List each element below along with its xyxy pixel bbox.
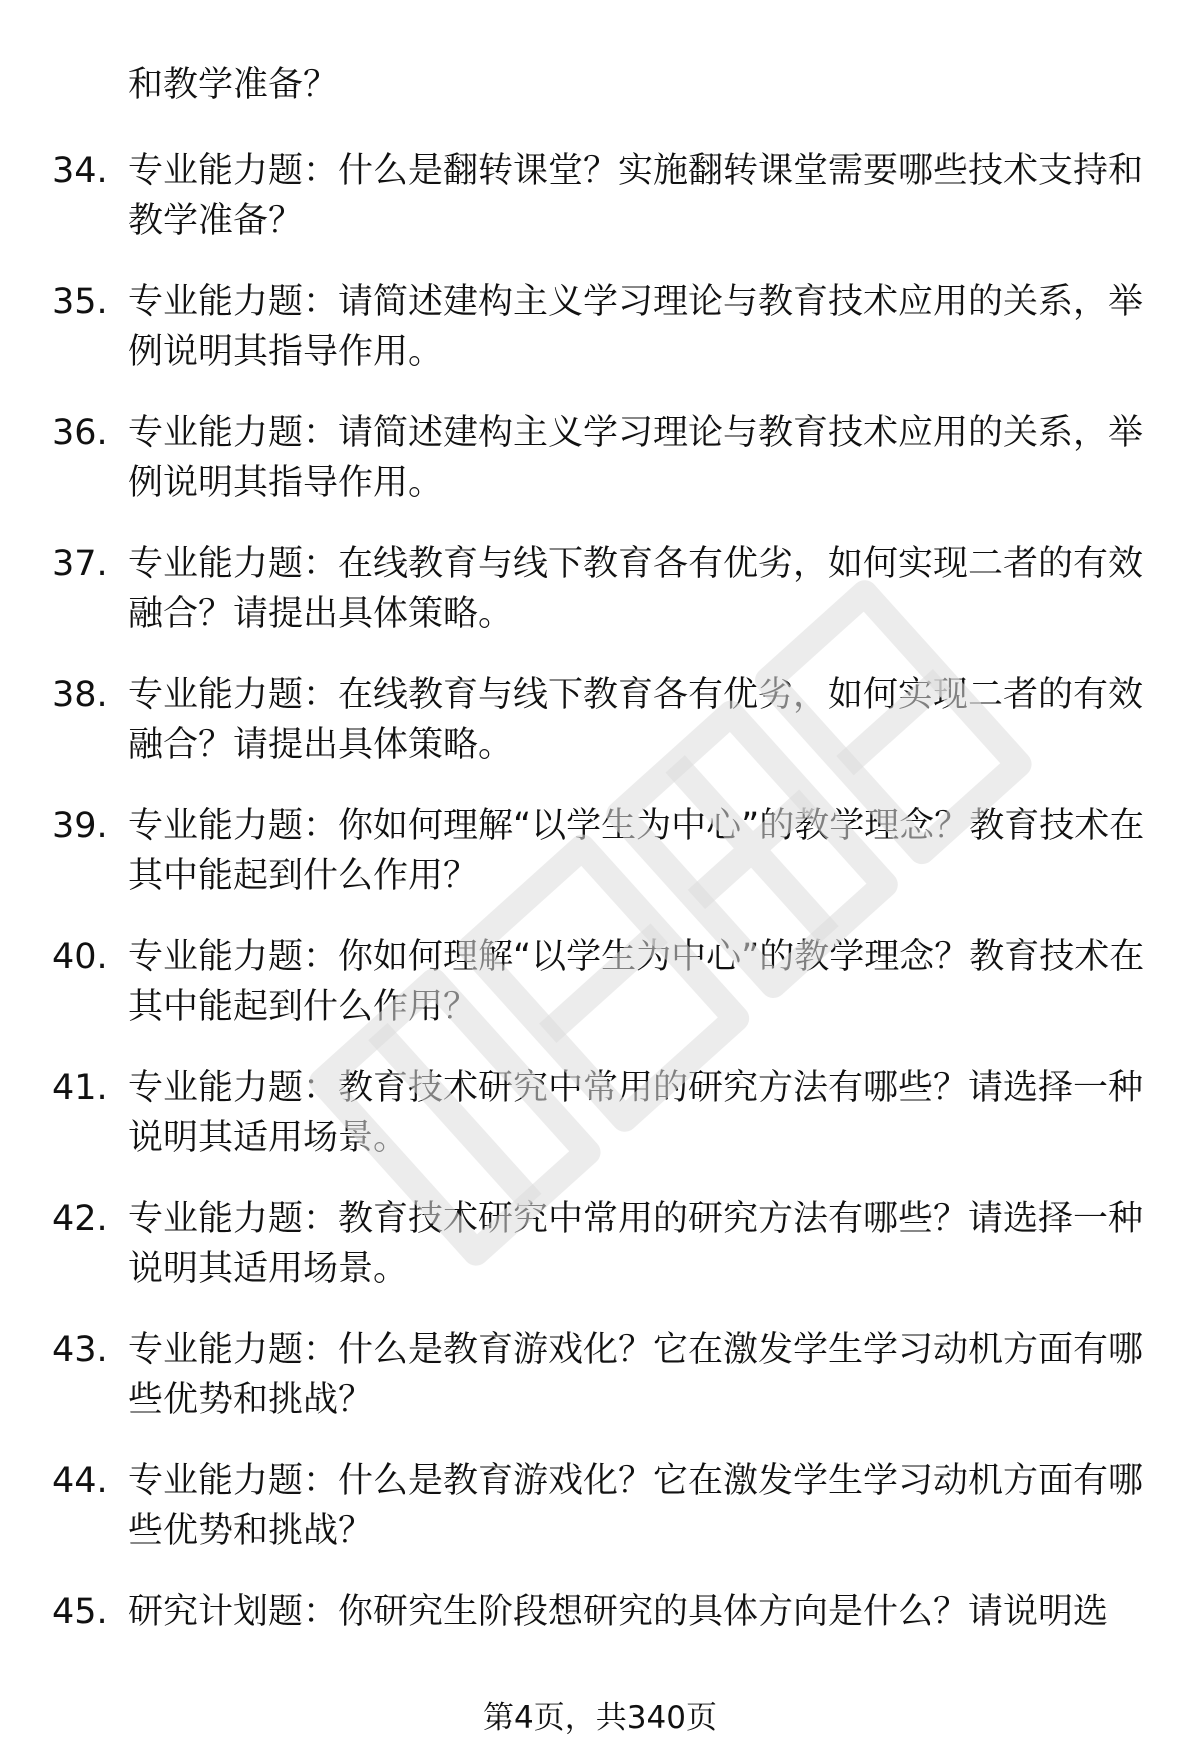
- question-number: 34.: [52, 151, 108, 191]
- question-number: 45.: [52, 1592, 108, 1632]
- question-text: 专业能力题：教育技术研究中常用的研究方法有哪些？请选择一种说明其适用场景。: [128, 1199, 1144, 1289]
- list-item: [0, 1456, 1200, 1587]
- list-item: [0, 670, 1200, 801]
- question-number: 42.: [52, 1199, 108, 1239]
- question-text: 专业能力题：请简述建构主义学习理论与教育技术应用的关系，举例说明其指导作用。: [128, 413, 1144, 503]
- list-item: [0, 408, 1200, 539]
- list-item: [0, 801, 1200, 932]
- question-number: 41.: [52, 1068, 108, 1108]
- question-number: 38.: [52, 675, 108, 715]
- question-number: 37.: [52, 544, 108, 584]
- list-item: [0, 1063, 1200, 1194]
- question-number: 43.: [52, 1330, 108, 1370]
- list-item: [0, 1325, 1200, 1456]
- question-list: [0, 146, 1200, 1718]
- question-number: 40.: [52, 937, 108, 977]
- question-text: 专业能力题：什么是翻转课堂？实施翻转课堂需要哪些技术支持和教学准备？: [128, 151, 1144, 241]
- question-text: 专业能力题：在线教育与线下教育各有优劣，如何实现二者的有效融合？请提出具体策略。: [128, 675, 1144, 765]
- question-text: 专业能力题：教育技术研究中常用的研究方法有哪些？请选择一种说明其适用场景。: [128, 1068, 1144, 1158]
- list-item: [0, 932, 1200, 1063]
- list-item: [0, 146, 1200, 277]
- question-text: 专业能力题：什么是教育游戏化？它在激发学生学习动机方面有哪些优势和挑战？: [128, 1461, 1144, 1551]
- question-number: 36.: [52, 413, 108, 453]
- list-item: [0, 539, 1200, 670]
- list-item: [0, 1194, 1200, 1325]
- question-text: 专业能力题：在线教育与线下教育各有优劣，如何实现二者的有效融合？请提出具体策略。: [128, 544, 1144, 634]
- question-number: 35.: [52, 282, 108, 322]
- page-footer: 第4页，共340页: [483, 1700, 717, 1736]
- question-number: 44.: [52, 1461, 108, 1501]
- question-text: 研究计划题：你研究生阶段想研究的具体方向是什么？请说明选: [128, 1592, 1109, 1632]
- question-text: 专业能力题：你如何理解“以学生为中心”的教学理念？教育技术在其中能起到什么作用？: [128, 806, 1145, 896]
- list-item: [0, 277, 1200, 408]
- question-number: 39.: [52, 806, 108, 846]
- question-text: 专业能力题：什么是教育游戏化？它在激发学生学习动机方面有哪些优势和挑战？: [128, 1330, 1144, 1420]
- question-text: 专业能力题：请简述建构主义学习理论与教育技术应用的关系，举例说明其指导作用。: [128, 282, 1144, 372]
- question-text: 专业能力题：你如何理解“以学生为中心”的教学理念？教育技术在其中能起到什么作用？: [128, 937, 1145, 1027]
- continued-question-text: 和教学准备？: [128, 65, 339, 105]
